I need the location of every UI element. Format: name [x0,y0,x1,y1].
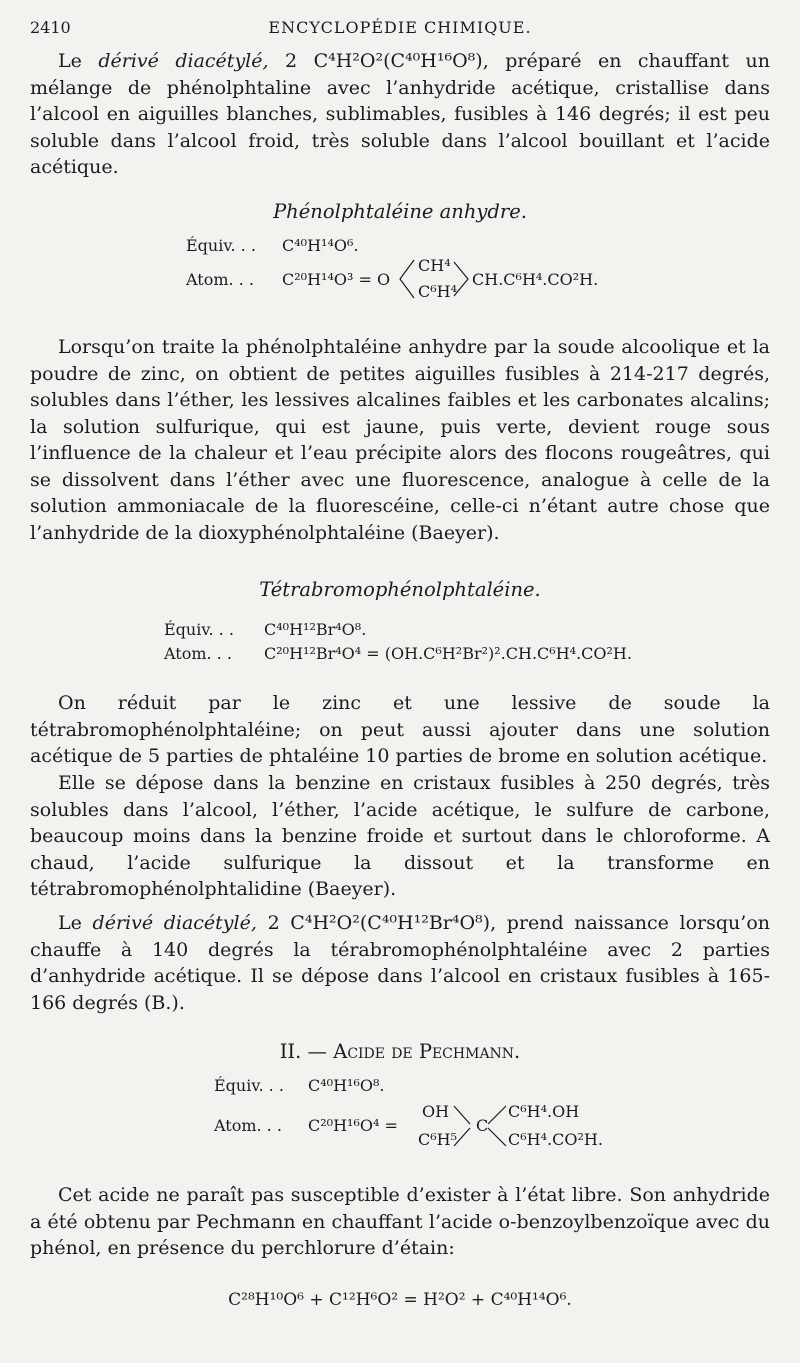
section-title-pechmann: II. — Acide de Pechmann. [279,1040,521,1063]
formula-atom-2 [164,644,632,663]
right-bottom-group: C⁶H⁴.CO²H. [508,1130,603,1149]
equiv-label: Équiv. . . [186,236,256,255]
atom-bottom-group: C⁶H⁴ [418,282,458,301]
equiv-formula: C⁴⁰H¹⁴O⁶. [282,236,359,255]
running-title: ENCYCLOPÉDIE CHIMIQUE. [268,18,532,37]
paragraph-reduction: On réduit par le zinc et une lessive de soude la tétrabromophénolphtaléine; on peut aussi ajouter dans une solution acétique de 5 parties de phtaléine 10 parties de brome en solution acétique. [30,692,770,767]
para-lead: Le [58,912,82,934]
para-lead: Le [58,50,82,72]
para-text: préparé en chauffant un mélange de phénolphtaline avec l’anhydride acétique, cristallise dans l’alcool en aiguilles blanches, sublimables, fusibles à 146 degrés; il est peu soluble dans l’alcool froid, très soluble dans l’alcool bouillant et l’acide acétique. [30,50,770,178]
section-title-anhydre: Phénolphtaléine anhydre. [273,200,527,223]
para-italic-term: dérivé diacétylé, [92,912,257,934]
para-text: prend naissance lorsqu’on chauffe à 140 degrés la térabromophénolphtaléine avec 2 parties d’anhydride acétique. Il se dépose dans l’alcool en cristaux fusibles à 165-166 degrés (B.). [30,912,771,1014]
para-formula: 2 C⁴H²O²(C⁴⁰H¹²Br⁴O⁸), [267,912,497,934]
equiv-formula: C⁴⁰H¹⁶O⁸. [308,1076,385,1095]
formula-equiv-1 [186,236,358,255]
left-top-group: OH [422,1102,450,1121]
para-italic-term: dérivé diacétylé, [98,50,269,72]
paragraph-diacetyl-derivative [30,48,770,181]
atom-lhs: C²⁰H¹⁴O³ = O [282,270,391,289]
equiv-formula: C⁴⁰H¹²Br⁴O⁸. [264,620,367,639]
page-header [30,18,770,40]
reaction-equation: C²⁸H¹⁰O⁶ + C¹²H⁶O² = H²O² + C⁴⁰H¹⁴O⁶. [228,1290,572,1310]
section-title-tetrabromo: Tétrabromophénolphtaléine. [259,578,541,601]
paragraph-zinc-reduction: Lorsqu’on traite la phénolphtaléine anhydre par la soude alcoolique et la poudre de zinc, on obtient de petites aiguilles fusibles à 214-217 degrés, solubles dans l’éther, les lessives alcalines faibles et les carbonates alcalins; la solution sulfurique, qui est jaune, puis verte, devient rouge sous l’influence de la chaleur et l’eau précipite alors des flocons rougeâtres, qui se dissolvent dans l’éther avec une fluorescence, analogue à celle de la solution ammoniacale de la fluorescéine, celle-ci n’étant autre chose que l’anhydride de la dioxyphénolphtaléine (Baeyer). [30,336,770,544]
atom-label: Atom. . . [214,1116,282,1135]
paragraph-diacetyl-bromo [30,910,770,1016]
atom-rhs: CH.C⁶H⁴.CO²H. [472,270,599,289]
equiv-label: Équiv. . . [214,1076,284,1095]
central-carbon: C [476,1116,489,1135]
left-bottom-group: C⁶H⁵ [418,1130,458,1149]
equiv-label: Équiv. . . [164,620,234,639]
formula-equiv-2 [164,620,366,639]
para-formula: 2 C⁴H²O²(C⁴⁰H¹⁶O⁸), [285,50,489,72]
right-top-group: C⁶H⁴.OH [508,1102,580,1121]
atom-formula: C²⁰H¹²Br⁴O⁴ = (OH.C⁶H²Br²)².CH.C⁶H⁴.CO²H. [264,644,632,663]
atom-label: Atom. . . [164,644,232,663]
paragraph-crystals: Elle se dépose dans la benzine en cristaux fusibles à 250 degrés, très solubles dans l’alcool, l’éther, l’acide acétique, le sulfure de carbone, beaucoup moins dans la benzine froide et surtout dans le chloroforme. A chaud, l’acide sulfurique la dissout et la transforme en tétrabromophénolphtalidine (Baeyer). [30,772,770,900]
atom-lhs: C²⁰H¹⁶O⁴ = [308,1116,398,1135]
atom-label: Atom. . . [186,270,254,289]
atom-top-group: CH⁴ [418,256,451,275]
page-number: 2410 [30,18,71,37]
paragraph-pechmann: Cet acide ne paraît pas susceptible d’exister à l’état libre. Son anhydride a été obtenu par Pechmann en chauffant l’acide o-benzoylbenzoïque avec du phénol, en présence du perchlorure d’étain: [30,1184,770,1259]
formula-equiv-3 [214,1076,384,1095]
